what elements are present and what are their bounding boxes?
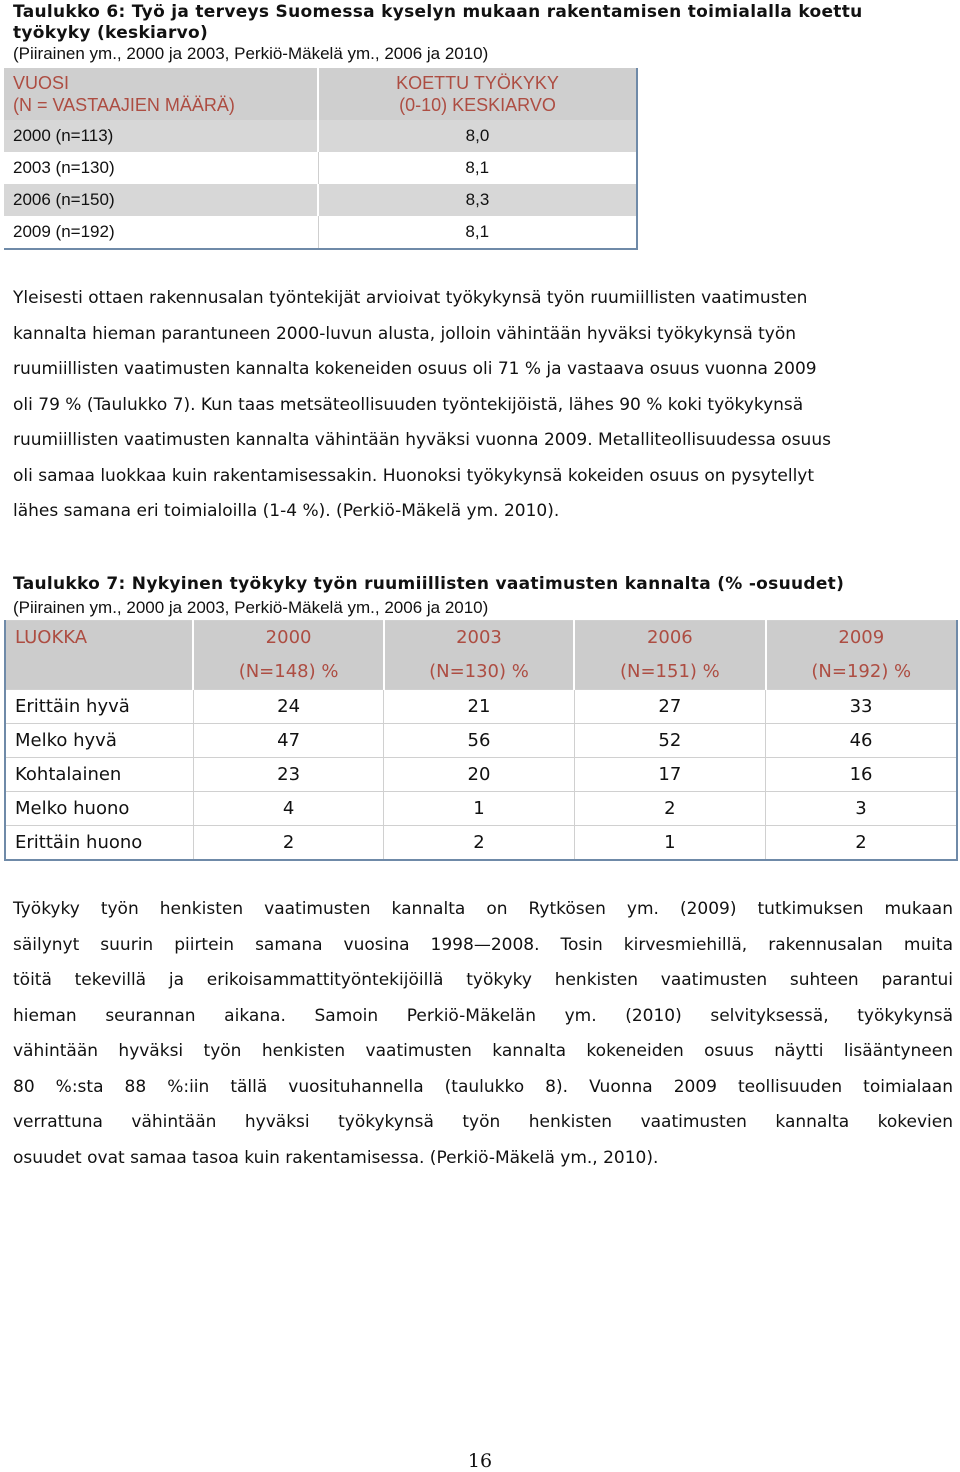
table7-header-row — [5, 621, 957, 690]
table6-header-value-line1: KOETTU TYÖKYKY — [396, 73, 559, 93]
paragraph-line: oli samaa luokkaa kuin rakentamisessakin. Huonoksi työkykynsä kokeiden osuus on pysytellyt — [13, 465, 815, 486]
paragraph-line: säilynyt suurin piirtein samana vuosina 1998—2008. Tosin kirvesmiehillä, rakennusalan muita — [13, 934, 953, 955]
paragraph-line: Työkyky työn henkisten vaatimusten kannalta on Rytkösen ym. (2009) tutkimuksen mukaan — [13, 899, 953, 919]
table-row — [5, 826, 957, 861]
paragraph-1 — [13, 281, 953, 530]
table7-row-label: Erittäin hyvä — [5, 690, 193, 724]
table7-header-year: 2006 — [646, 627, 693, 648]
paragraph-line: ruumiillisten vaatimusten kannalta kokeneiden osuus oli 71 % ja vastaava osuus vuonna 2009 — [13, 359, 817, 379]
table7-cell: 20 — [384, 758, 574, 792]
table7-cell: 21 — [384, 690, 574, 724]
table6-header-row — [4, 68, 637, 120]
table7-cell: 4 — [193, 792, 383, 826]
table6-header-year-line1: VUOSI — [13, 73, 70, 93]
table6-header-year-line2: (N = VASTAAJIEN MÄÄRÄ) — [13, 95, 235, 115]
table6-value-cell: 8,0 — [318, 120, 637, 152]
table7-cell: 16 — [766, 758, 957, 792]
paragraph-line: ruumiillisten vaatimusten kannalta vähintään hyväksi vuonna 2009. Metalliteollisuudessa osuus — [13, 430, 831, 450]
paragraph-line: vähintään hyväksi työn henkisten vaatimusten kannalta kokeneiden osuus näytti lisääntyneen — [13, 1041, 953, 1061]
table-row — [5, 758, 957, 792]
table-row — [5, 792, 957, 826]
table7-source: (Piirainen ym., 2000 ja 2003, Perkiö-Mäkelä ym., 2006 ja 2010) — [13, 598, 489, 617]
table7-header-year: 2003 — [456, 627, 502, 648]
table6-title — [13, 2, 863, 44]
table7-cell: 23 — [193, 758, 383, 792]
paragraph-line: osuudet ovat samaa tasoa kuin rakentamisessa. (Perkiö-Mäkelä ym., 2010). — [13, 1147, 659, 1168]
table6-year-cell: 2000 (n=113) — [4, 120, 318, 152]
table7-cell: 2 — [193, 826, 383, 861]
table7-cell: 2 — [574, 792, 765, 826]
table6-year-cell: 2006 (n=150) — [4, 184, 318, 216]
paragraph-2 — [13, 892, 953, 1176]
table7-header-n: (N=192) % — [811, 661, 912, 682]
table7-cell: 47 — [193, 724, 383, 758]
table7-header-col — [766, 621, 957, 690]
table6-header-year — [4, 68, 318, 120]
table-row — [5, 724, 957, 758]
table6-title-line1: Taulukko 6: Työ ja terveys Suomessa kyselyn mukaan rakentamisen toimialalla koettu — [13, 2, 863, 22]
table6-value-cell: 8,1 — [318, 216, 637, 249]
table6 — [4, 68, 638, 250]
page-number: 16 — [467, 1450, 493, 1472]
table7-header-label: LUOKKA — [5, 621, 193, 690]
table7-cell: 1 — [574, 826, 765, 861]
table6-value-cell: 8,3 — [318, 184, 637, 216]
table7-header-n: (N=151) % — [619, 661, 720, 682]
table6-header-value — [318, 68, 637, 120]
table-row — [4, 120, 637, 152]
table7-cell: 17 — [574, 758, 765, 792]
table7-row-label: Melko hyvä — [5, 724, 193, 758]
table7-cell: 2 — [766, 826, 957, 861]
table7 — [4, 620, 958, 861]
paragraph-line: 80 %:sta 88 %:iin tällä vuosituhannella (taulukko 8). Vuonna 2009 teollisuuden toimialaan — [13, 1076, 953, 1097]
table7-header-col — [384, 621, 574, 690]
paragraph-line: Yleisesti ottaen rakennusalan työntekijät arvioivat työkykynsä työn ruumiillisten vaatimusten — [13, 288, 808, 308]
table6-header-value-line2: (0-10) KESKIARVO — [399, 95, 556, 115]
table7-cell: 52 — [574, 724, 765, 758]
table7-header-col — [193, 621, 383, 690]
table7-header-col — [574, 621, 765, 690]
table6-value-cell: 8,1 — [318, 152, 637, 184]
table7-cell: 1 — [384, 792, 574, 826]
table7-header-year: 2009 — [838, 627, 885, 648]
table7-cell: 46 — [766, 724, 957, 758]
table-row — [5, 690, 957, 724]
paragraph-line: hieman seurannan aikana. Samoin Perkiö-Mäkelän ym. (2010) selvityksessä, työkykynsä — [13, 1005, 953, 1026]
table7-cell: 27 — [574, 690, 765, 724]
table-row — [4, 184, 637, 216]
table-row — [4, 216, 637, 249]
table7-row-label: Kohtalainen — [5, 758, 193, 792]
table7-header-year: 2000 — [265, 627, 312, 648]
paragraph-line: kannalta hieman parantuneen 2000-luvun alusta, jolloin vähintään hyväksi työkykynsä työn — [13, 323, 797, 344]
table7-header-n: (N=130) % — [429, 661, 529, 682]
paragraph-line: lähes samana eri toimialoilla (1-4 %). (Perkiö-Mäkelä ym. 2010). — [13, 501, 560, 521]
table7-row-label: Melko huono — [5, 792, 193, 826]
table-row — [4, 152, 637, 184]
table7-cell: 24 — [193, 690, 383, 724]
table6-year-cell: 2009 (n=192) — [4, 216, 318, 249]
table6-source: (Piirainen ym., 2000 ja 2003, Perkiö-Mäkelä ym., 2006 ja 2010) — [13, 44, 489, 63]
table6-year-cell: 2003 (n=130) — [4, 152, 318, 184]
table7-header-n: (N=148) % — [238, 661, 339, 682]
table7-cell: 56 — [384, 724, 574, 758]
table7-cell: 3 — [766, 792, 957, 826]
paragraph-line: oli 79 % (Taulukko 7). Kun taas metsäteollisuuden työntekijöistä, lähes 90 % koki työkykynsä — [13, 394, 804, 415]
paragraph-line: verrattuna vähintään hyväksi työkykynsä työn henkisten vaatimusten kannalta kokevien — [13, 1112, 953, 1132]
table6-title-line2: työkyky (keskiarvo) — [13, 23, 209, 43]
table7-cell: 33 — [766, 690, 957, 724]
paragraph-line: töitä tekevillä ja erikoisammattityöntekijöillä työkyky henkisten vaatimusten suhteen parantui — [13, 970, 953, 990]
table7-title: Taulukko 7: Nykyinen työkyky työn ruumiillisten vaatimusten kannalta (% -osuudet) — [13, 574, 845, 594]
table7-row-label: Erittäin huono — [5, 826, 193, 861]
table7-cell: 2 — [384, 826, 574, 861]
